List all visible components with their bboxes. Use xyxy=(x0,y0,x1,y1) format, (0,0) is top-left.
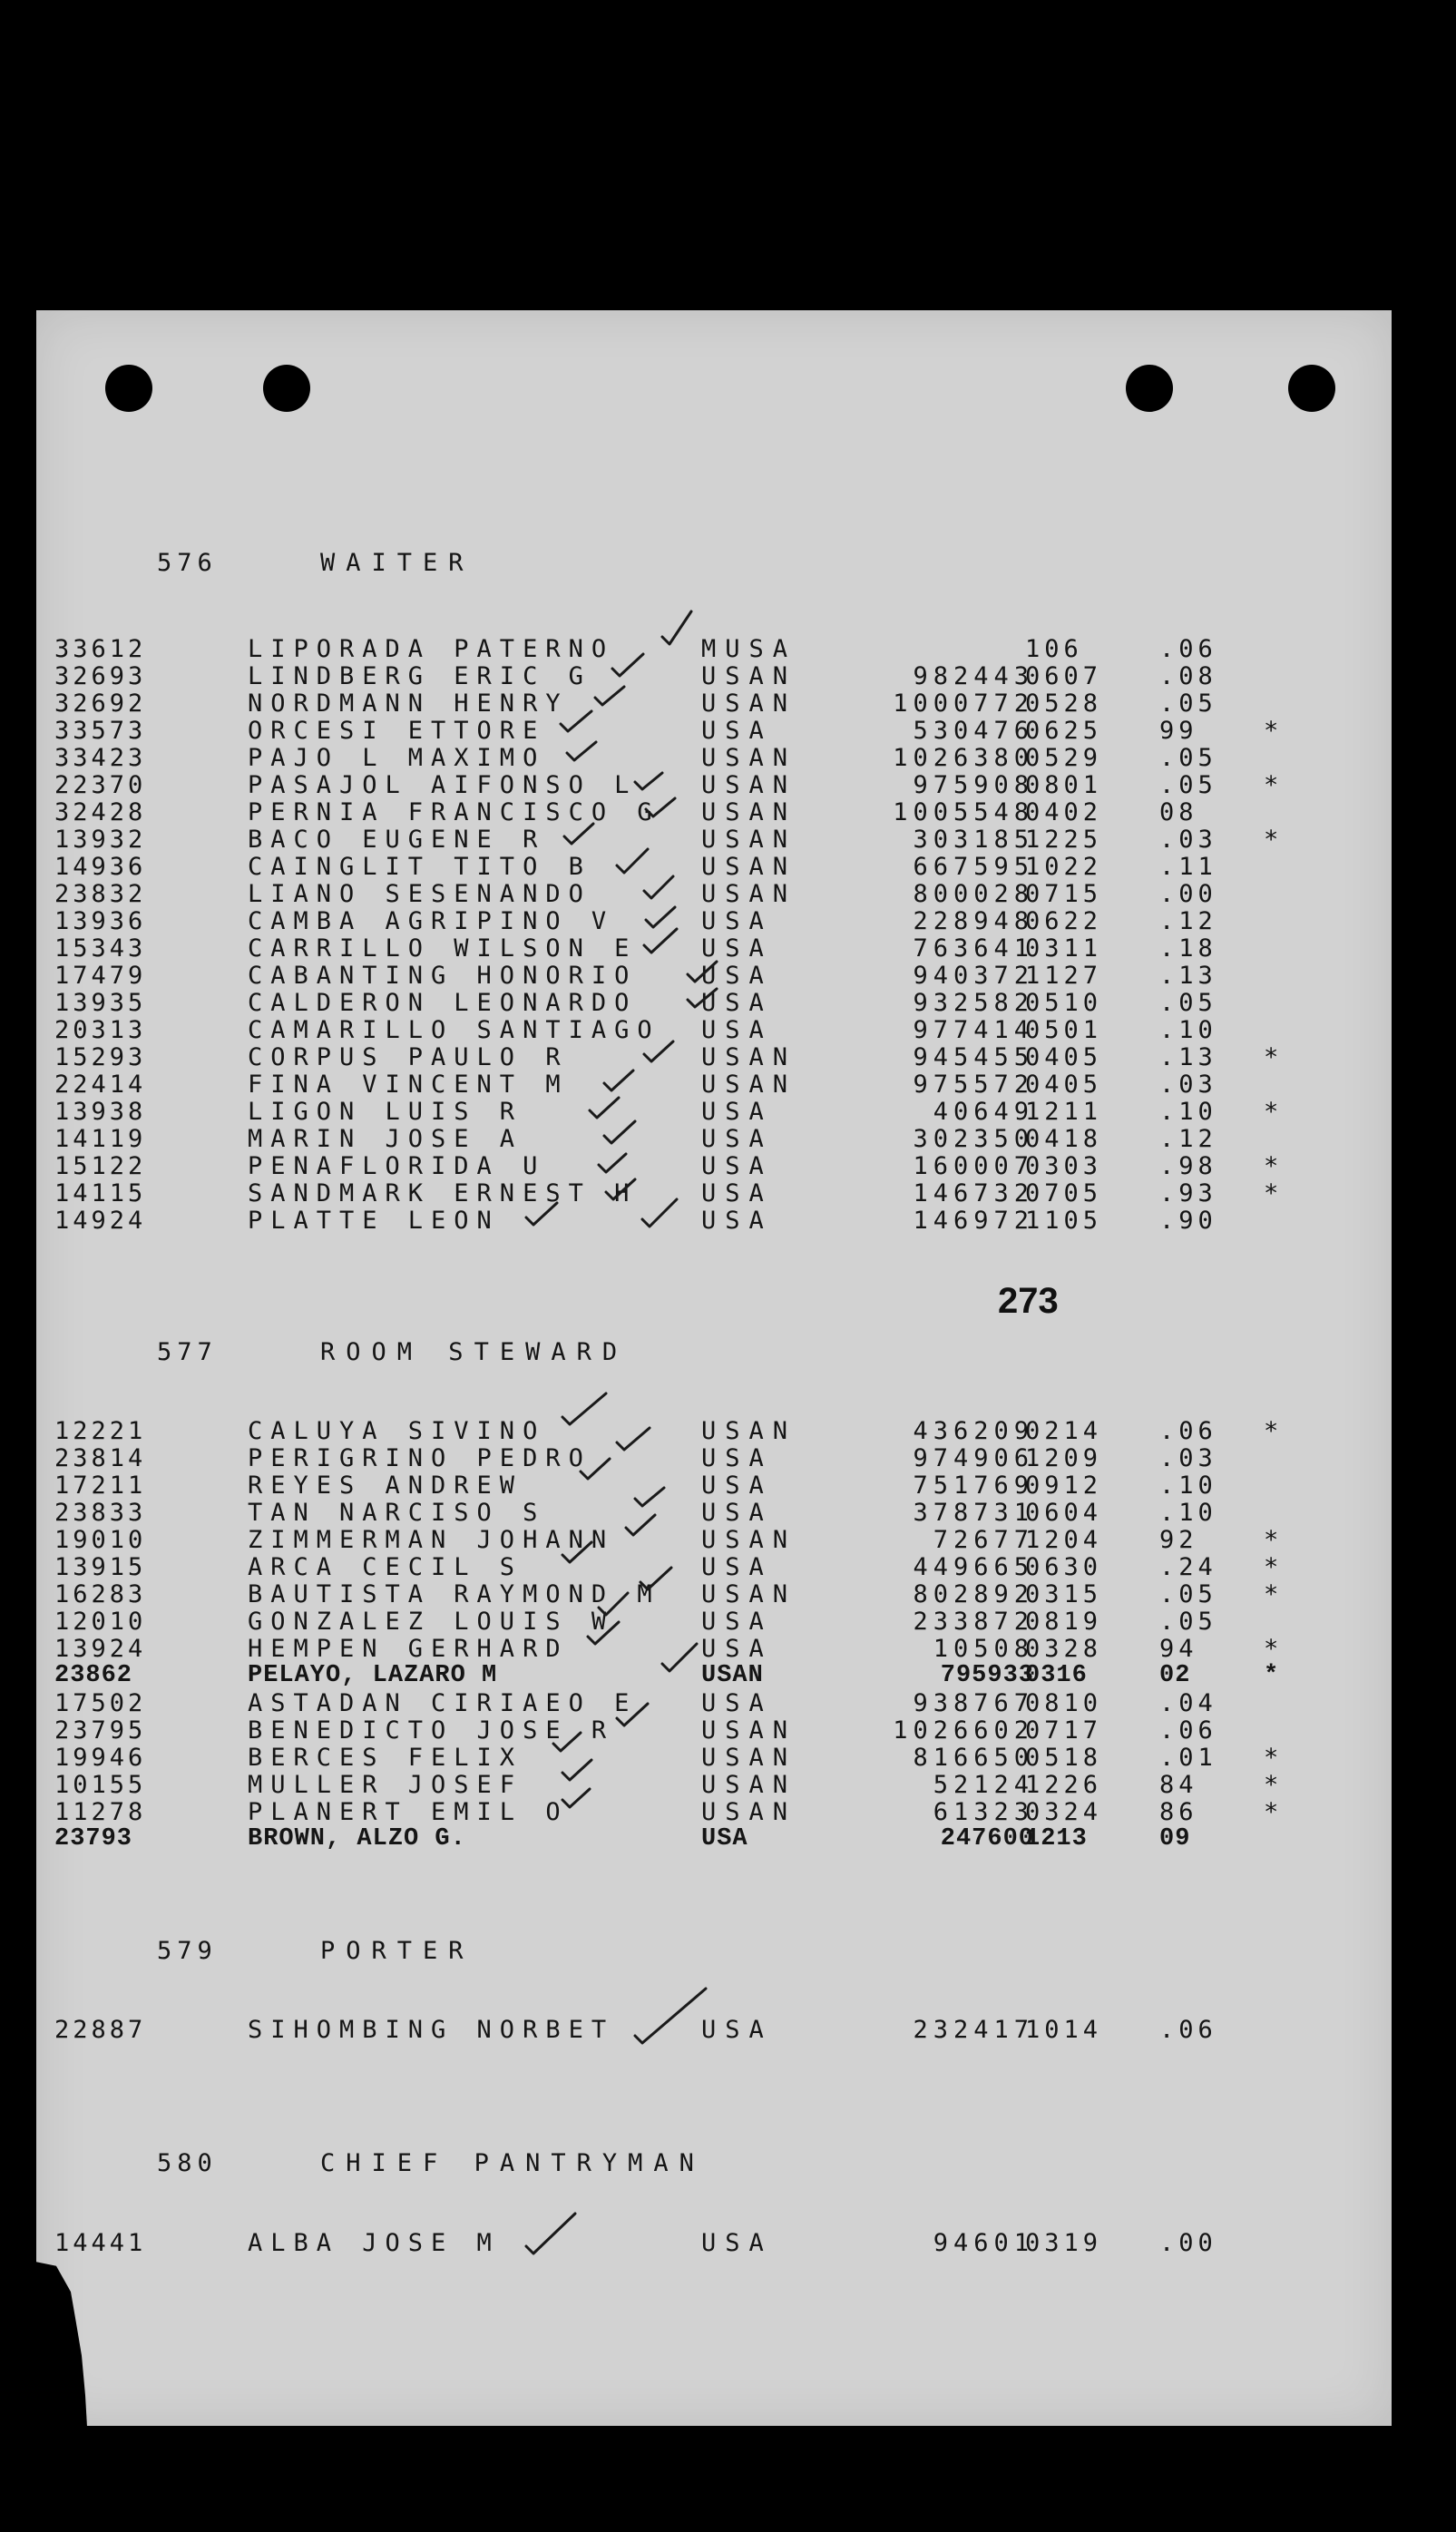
section-number: 577 xyxy=(157,1338,218,1366)
checkmark-icon xyxy=(526,2214,575,2253)
rate-value: .93 xyxy=(1159,1179,1217,1207)
document-number: 146732 xyxy=(913,1179,1034,1207)
document-number: 303185 xyxy=(913,826,1034,854)
crew-name: ALBA JOSE M xyxy=(248,2229,500,2257)
crew-name: CAINGLIT TITO B xyxy=(248,853,591,881)
document-number: 945455 xyxy=(913,1043,1034,1071)
document-number: 378731 xyxy=(913,1499,1034,1527)
crew-name: MULLER JOSEF xyxy=(248,1771,523,1799)
checkmark-icon xyxy=(644,929,677,953)
employee-id: 10155 xyxy=(54,1771,147,1799)
crew-name: LIGON LUIS R xyxy=(248,1098,523,1126)
rate-value: .12 xyxy=(1159,1125,1217,1153)
document-number: 932582 xyxy=(913,989,1034,1017)
document-number: 940372 xyxy=(913,962,1034,990)
date-code: 106 xyxy=(1025,635,1083,663)
nationality: USA xyxy=(701,1207,773,1235)
date-code: 0311 xyxy=(1025,934,1103,963)
crew-name: BACO EUGENE R xyxy=(248,826,546,854)
crew-name: ORCESI ETTORE xyxy=(248,717,546,745)
date-code: 1105 xyxy=(1025,1207,1103,1235)
nationality: USAN xyxy=(701,689,797,718)
crew-name: PASAJOL AIFONSO L xyxy=(248,771,638,799)
employee-id: 14924 xyxy=(54,1207,147,1235)
date-code: 0319 xyxy=(1025,2229,1103,2257)
rate-value: .10 xyxy=(1159,1098,1217,1126)
document-number: 160007 xyxy=(913,1152,1034,1180)
section-heading xyxy=(54,2121,705,2205)
date-code: 0705 xyxy=(1025,1179,1103,1207)
employee-id: 13932 xyxy=(54,826,147,854)
checkmark-icon xyxy=(562,1393,606,1424)
date-code: 1204 xyxy=(1025,1526,1103,1554)
nationality: USA xyxy=(701,2229,773,2257)
rate-value: 08 xyxy=(1159,798,1198,826)
checkmark-icon xyxy=(662,1644,697,1671)
document-number: 530476 xyxy=(913,717,1034,745)
crew-name: SIHOMBING NORBET xyxy=(248,2016,615,2044)
employee-id: 17479 xyxy=(54,962,147,990)
date-code: 0604 xyxy=(1025,1499,1103,1527)
crew-name: CALDERON LEONARDO xyxy=(248,989,638,1017)
nationality: USA xyxy=(701,1689,773,1717)
rate-value: .01 xyxy=(1159,1744,1217,1772)
employee-id: 12221 xyxy=(54,1417,147,1445)
punch-hole xyxy=(1126,365,1173,412)
rate-value: .06 xyxy=(1159,635,1217,663)
crew-name: PAJO L MAXIMO xyxy=(248,744,546,772)
rate-value: 94 xyxy=(1159,1635,1198,1663)
nationality: MUSA xyxy=(701,635,797,663)
employee-id: 20313 xyxy=(54,1016,147,1044)
date-code: 0315 xyxy=(1025,1580,1103,1608)
crew-name: PERNIA FRANCISCO G xyxy=(248,798,660,826)
page-number: 273 xyxy=(998,1281,1059,1321)
rate-value: .10 xyxy=(1159,1499,1217,1527)
nationality: USA xyxy=(701,1152,773,1180)
date-code: 0405 xyxy=(1025,1070,1103,1099)
punch-hole xyxy=(105,365,152,412)
checkmark-icon xyxy=(635,773,662,789)
checkmark-icon xyxy=(590,1098,619,1118)
nationality: USAN xyxy=(701,826,797,854)
asterisk-mark: * xyxy=(1264,1744,1283,1772)
rate-value: .10 xyxy=(1159,1016,1217,1044)
asterisk-mark: * xyxy=(1264,771,1283,799)
asterisk-mark: * xyxy=(1264,1526,1283,1554)
nationality: USAN xyxy=(701,744,797,772)
document-number: 52124 xyxy=(933,1771,1034,1799)
crew-name: CABANTING HONORIO xyxy=(248,962,638,990)
rate-value: .08 xyxy=(1159,662,1217,690)
date-code: 1209 xyxy=(1025,1444,1103,1472)
employee-id: 17211 xyxy=(54,1471,147,1500)
torn-corner xyxy=(36,2261,103,2426)
date-code: 1225 xyxy=(1025,826,1103,854)
date-code: 1211 xyxy=(1025,1098,1103,1126)
rate-value: .03 xyxy=(1159,826,1217,854)
checkmark-icon xyxy=(635,1989,706,2043)
document-number: 975908 xyxy=(913,771,1034,799)
nationality: USA xyxy=(701,1471,773,1500)
employee-id: 22370 xyxy=(54,771,147,799)
punch-hole xyxy=(263,365,310,412)
crew-name: PLANERT EMIL O xyxy=(248,1798,569,1826)
document-number: 977414 xyxy=(913,1016,1034,1044)
employee-id: 14936 xyxy=(54,853,147,881)
nationality: USAN xyxy=(701,1716,797,1745)
date-code: 0630 xyxy=(1025,1553,1103,1581)
crew-name: GONZALEZ LOUIS W xyxy=(248,1608,615,1636)
crew-name: PENAFLORIDA U xyxy=(248,1152,546,1180)
date-code: 1127 xyxy=(1025,962,1103,990)
crew-name: FINA VINCENT M xyxy=(248,1070,569,1099)
employee-id: 33573 xyxy=(54,717,147,745)
crew-name: PERIGRINO PEDRO xyxy=(248,1444,591,1472)
nationality: USA xyxy=(701,1125,773,1153)
rate-value: .05 xyxy=(1159,1608,1217,1636)
checkmark-icon xyxy=(595,687,624,705)
crew-name: LIPORADA PATERNO xyxy=(248,635,615,663)
crew-name: CAMBA AGRIPINO V xyxy=(248,907,615,935)
document-number: 816650 xyxy=(913,1744,1034,1772)
checkmark-icon xyxy=(562,1760,591,1780)
asterisk-mark: * xyxy=(1264,1417,1283,1445)
nationality: USA xyxy=(701,1635,773,1663)
nationality: USA xyxy=(701,1499,773,1527)
rate-value: .03 xyxy=(1159,1444,1217,1472)
date-code: 0214 xyxy=(1025,1417,1103,1445)
asterisk-mark: * xyxy=(1264,1098,1283,1126)
employee-id: 16283 xyxy=(54,1580,147,1608)
rate-value: .05 xyxy=(1159,744,1217,772)
employee-id: 13915 xyxy=(54,1553,147,1581)
crew-name: ARCA CECIL S xyxy=(248,1553,523,1581)
section-heading xyxy=(54,1909,474,1993)
date-code: 0418 xyxy=(1025,1125,1103,1153)
rate-value: .05 xyxy=(1159,1580,1217,1608)
rate-value: .05 xyxy=(1159,689,1217,718)
rate-value: .00 xyxy=(1159,2229,1217,2257)
document-number: 938767 xyxy=(913,1689,1034,1717)
crew-name: MARIN JOSE A xyxy=(248,1125,523,1153)
nationality: USA xyxy=(701,989,773,1017)
employee-id: 12010 xyxy=(54,1608,147,1636)
crew-name: CALUYA SIVINO xyxy=(248,1417,546,1445)
nationality: USA xyxy=(701,1179,773,1207)
punch-hole xyxy=(1288,365,1335,412)
crew-name: SANDMARK ERNEST H xyxy=(248,1179,638,1207)
rate-value: .06 xyxy=(1159,1716,1217,1745)
employee-id: 32692 xyxy=(54,689,147,718)
rate-value: .05 xyxy=(1159,989,1217,1017)
document-number: 232417 xyxy=(913,2016,1034,2044)
employee-id: 17502 xyxy=(54,1689,147,1717)
rate-value: 84 xyxy=(1159,1771,1198,1799)
date-code: 1213 xyxy=(1025,1825,1088,1853)
rate-value: 09 xyxy=(1159,1825,1191,1853)
document-number: 146972 xyxy=(913,1207,1034,1235)
employee-id: 15122 xyxy=(54,1152,147,1180)
crew-name: BENEDICTO JOSE R xyxy=(248,1716,615,1745)
document-number: 800028 xyxy=(913,880,1034,908)
nationality: USA xyxy=(701,934,773,963)
date-code: 0303 xyxy=(1025,1152,1103,1180)
document-number: 94601 xyxy=(933,2229,1034,2257)
document-number: 982443 xyxy=(913,662,1034,690)
section-title: PORTER xyxy=(320,1937,474,1965)
date-code: 0528 xyxy=(1025,689,1103,718)
checkmark-icon xyxy=(617,849,648,873)
rate-value: 02 xyxy=(1159,1662,1191,1689)
document-number: 61323 xyxy=(933,1798,1034,1826)
employee-id: 13938 xyxy=(54,1098,147,1126)
asterisk-mark: * xyxy=(1264,1662,1280,1689)
rate-value: .05 xyxy=(1159,771,1217,799)
nationality: USA xyxy=(701,1444,773,1472)
nationality: USAN xyxy=(701,798,797,826)
nationality: USAN xyxy=(701,1526,797,1554)
date-code: 0529 xyxy=(1025,744,1103,772)
nationality: USA xyxy=(701,962,773,990)
rate-value: .04 xyxy=(1159,1689,1217,1717)
section-title: CHIEF PANTRYMAN xyxy=(320,2149,705,2177)
nationality: USA xyxy=(701,1608,773,1636)
crew-name: CARRILLO WILSON E xyxy=(248,934,638,963)
date-code: 0622 xyxy=(1025,907,1103,935)
nationality: USAN xyxy=(701,771,797,799)
rate-value: .18 xyxy=(1159,934,1217,963)
crew-name: BERCES FELIX xyxy=(248,1744,523,1772)
nationality: USAN xyxy=(701,1580,797,1608)
employee-id: 15343 xyxy=(54,934,147,963)
document-number: 1000772 xyxy=(893,689,1034,718)
checkmark-icon xyxy=(646,907,675,927)
date-code: 0801 xyxy=(1025,771,1103,799)
crew-name: BROWN, ALZO G. xyxy=(248,1825,466,1853)
document-number: 302350 xyxy=(913,1125,1034,1153)
rate-value: .13 xyxy=(1159,962,1217,990)
rate-value: .10 xyxy=(1159,1471,1217,1500)
employee-id: 22414 xyxy=(54,1070,147,1099)
crew-name: NORDMANN HENRY xyxy=(248,689,569,718)
document-number: 72677 xyxy=(933,1526,1034,1554)
date-code: 0518 xyxy=(1025,1744,1103,1772)
date-code: 0625 xyxy=(1025,717,1103,745)
document-number: 436209 xyxy=(913,1417,1034,1445)
document-number: 10508 xyxy=(933,1635,1034,1663)
nationality: USA xyxy=(701,1016,773,1044)
checkmark-icon xyxy=(635,1488,664,1506)
nationality: USAN xyxy=(701,853,797,881)
checkmark-icon xyxy=(662,611,691,644)
nationality: USAN xyxy=(701,880,797,908)
crew-name: ASTADAN CIRIAEO E xyxy=(248,1689,638,1717)
nationality: USA xyxy=(701,907,773,935)
crew-name: BAUTISTA RAYMOND M xyxy=(248,1580,660,1608)
nationality: USAN xyxy=(701,1744,797,1772)
checkmark-icon xyxy=(612,654,643,676)
rate-value: .24 xyxy=(1159,1553,1217,1581)
asterisk-mark: * xyxy=(1264,826,1283,854)
document-number: 763641 xyxy=(913,934,1034,963)
nationality: USAN xyxy=(701,1771,797,1799)
employee-id: 23814 xyxy=(54,1444,147,1472)
date-code: 0912 xyxy=(1025,1471,1103,1500)
crew-name: ZIMMERMAN JOHANN xyxy=(248,1526,615,1554)
document-number: 228948 xyxy=(913,907,1034,935)
asterisk-mark: * xyxy=(1264,1553,1283,1581)
checkmark-icon xyxy=(567,742,596,760)
date-code: 1226 xyxy=(1025,1771,1103,1799)
rate-value: .12 xyxy=(1159,907,1217,935)
date-code: 0324 xyxy=(1025,1798,1103,1826)
asterisk-mark: * xyxy=(1264,1152,1283,1180)
nationality: USA xyxy=(701,1825,748,1853)
rate-value: 86 xyxy=(1159,1798,1198,1826)
nationality: USAN xyxy=(701,1070,797,1099)
employee-id: 14119 xyxy=(54,1125,147,1153)
nationality: USA xyxy=(701,1553,773,1581)
nationality: USAN xyxy=(701,662,797,690)
crew-name: LIANO SESENANDO xyxy=(248,880,591,908)
crew-name: PELAYO, LAZARO M xyxy=(248,1662,498,1689)
section-title: ROOM STEWARD xyxy=(320,1338,629,1366)
date-code: 1014 xyxy=(1025,2016,1103,2044)
nationality: USAN xyxy=(701,1798,797,1826)
crew-name: HEMPEN GERHARD xyxy=(248,1635,569,1663)
section-heading xyxy=(54,521,474,605)
checkmark-icon xyxy=(599,1154,626,1172)
asterisk-mark: * xyxy=(1264,1771,1283,1799)
employee-id: 11278 xyxy=(54,1798,147,1826)
employee-id: 19946 xyxy=(54,1744,147,1772)
rate-value: .03 xyxy=(1159,1070,1217,1099)
nationality: USAN xyxy=(701,1662,764,1689)
crew-name: TAN NARCISO S xyxy=(248,1499,546,1527)
checkmark-icon xyxy=(644,876,673,898)
date-code: 0810 xyxy=(1025,1689,1103,1717)
rate-value: 99 xyxy=(1159,717,1198,745)
document-number: 667595 xyxy=(913,853,1034,881)
employee-id: 13935 xyxy=(54,989,147,1017)
rate-value: .11 xyxy=(1159,853,1217,881)
date-code: 0316 xyxy=(1025,1662,1088,1689)
employee-id: 23795 xyxy=(54,1716,147,1745)
date-code: 0402 xyxy=(1025,798,1103,826)
rate-value: .98 xyxy=(1159,1152,1217,1180)
employee-id: 32693 xyxy=(54,662,147,690)
date-code: 0405 xyxy=(1025,1043,1103,1071)
rate-value: 92 xyxy=(1159,1526,1198,1554)
document-number: 247600 xyxy=(940,1825,1034,1853)
employee-id: 32428 xyxy=(54,798,147,826)
nationality: USA xyxy=(701,2016,773,2044)
document-number: 802892 xyxy=(913,1580,1034,1608)
employee-id: 14115 xyxy=(54,1179,147,1207)
date-code: 0819 xyxy=(1025,1608,1103,1636)
checkmark-icon xyxy=(642,1199,677,1227)
document-number: 1005548 xyxy=(893,798,1034,826)
document-number: 449665 xyxy=(913,1553,1034,1581)
employee-id: 33423 xyxy=(54,744,147,772)
employee-id: 13924 xyxy=(54,1635,147,1663)
date-code: 0328 xyxy=(1025,1635,1103,1663)
document-number: 751769 xyxy=(913,1471,1034,1500)
asterisk-mark: * xyxy=(1264,1179,1283,1207)
nationality: USAN xyxy=(701,1417,797,1445)
employee-id: 15293 xyxy=(54,1043,147,1071)
date-code: 0501 xyxy=(1025,1016,1103,1044)
employee-id: 23832 xyxy=(54,880,147,908)
crew-name: PLATTE LEON xyxy=(248,1207,500,1235)
employee-id: 14441 xyxy=(54,2229,147,2257)
section-number: 576 xyxy=(157,549,218,577)
date-code: 0715 xyxy=(1025,880,1103,908)
section-number: 579 xyxy=(157,1937,218,1965)
document-number: 233872 xyxy=(913,1608,1034,1636)
nationality: USA xyxy=(701,717,773,745)
employee-id: 33612 xyxy=(54,635,147,663)
document-number: 974906 xyxy=(913,1444,1034,1472)
asterisk-mark: * xyxy=(1264,1798,1283,1826)
checkmark-icon xyxy=(564,824,593,844)
date-code: 0607 xyxy=(1025,662,1103,690)
asterisk-mark: * xyxy=(1264,1043,1283,1071)
crew-name: CAMARILLO SANTIAGO xyxy=(248,1016,660,1044)
employee-id: 22887 xyxy=(54,2016,147,2044)
checkmark-icon xyxy=(617,1428,650,1450)
asterisk-mark: * xyxy=(1264,1635,1283,1663)
nationality: USAN xyxy=(701,1043,797,1071)
document-number: 1026380 xyxy=(893,744,1034,772)
date-code: 0717 xyxy=(1025,1716,1103,1745)
crew-name: CORPUS PAULO R xyxy=(248,1043,569,1071)
section-title: WAITER xyxy=(320,549,474,577)
checkmark-icon xyxy=(644,1041,673,1061)
checkmark-icon xyxy=(604,1070,633,1090)
asterisk-mark: * xyxy=(1264,717,1283,745)
employee-id: 13936 xyxy=(54,907,147,935)
rate-value: .06 xyxy=(1159,2016,1217,2044)
date-code: 1022 xyxy=(1025,853,1103,881)
date-code: 0510 xyxy=(1025,989,1103,1017)
employee-id: 19010 xyxy=(54,1526,147,1554)
rate-value: .00 xyxy=(1159,880,1217,908)
rate-value: .13 xyxy=(1159,1043,1217,1071)
employee-id: 23793 xyxy=(54,1825,133,1853)
section-number: 580 xyxy=(157,2149,218,2177)
checkmark-icon xyxy=(626,1515,655,1535)
employee-id: 23833 xyxy=(54,1499,147,1527)
rate-value: .06 xyxy=(1159,1417,1217,1445)
document-number: 1026602 xyxy=(893,1716,1034,1745)
checkmark-icon xyxy=(604,1121,635,1143)
document-number: 795933 xyxy=(940,1662,1034,1689)
document-number: 975572 xyxy=(913,1070,1034,1099)
document-number: 40649 xyxy=(933,1098,1034,1126)
asterisk-mark: * xyxy=(1264,1580,1283,1608)
crew-name: REYES ANDREW xyxy=(248,1471,523,1500)
crew-name: LINDBERG ERIC G xyxy=(248,662,591,690)
document-page xyxy=(36,310,1392,2426)
nationality: USA xyxy=(701,1098,773,1126)
section-heading xyxy=(54,1310,628,1394)
rate-value: .90 xyxy=(1159,1207,1217,1235)
employee-id: 23862 xyxy=(54,1662,133,1689)
